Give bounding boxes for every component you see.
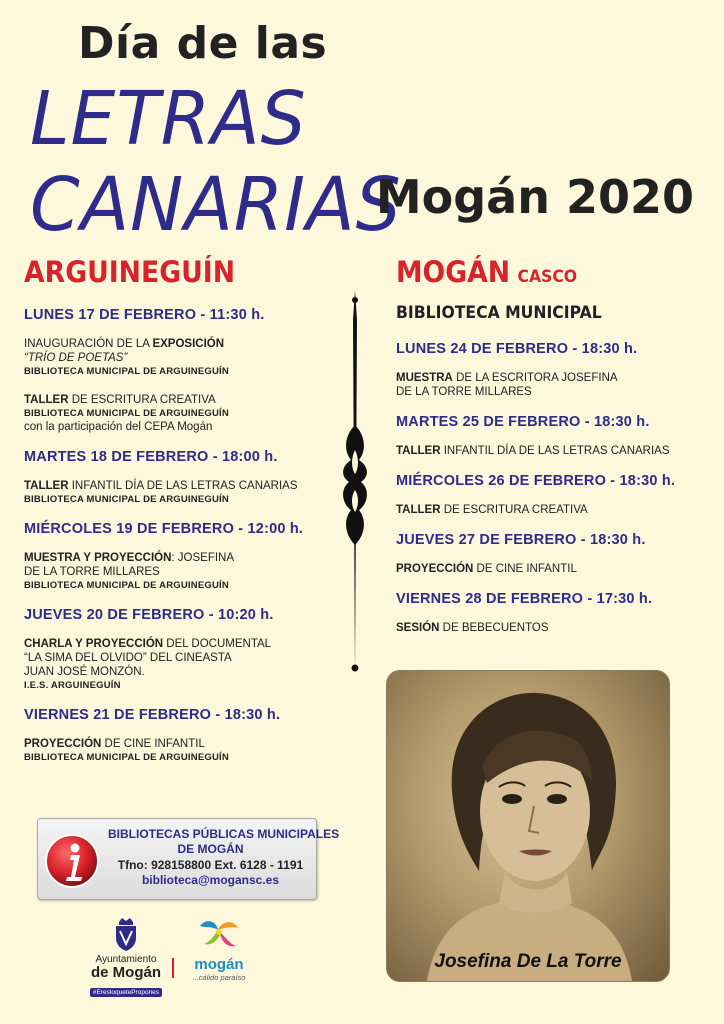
event-item (24, 551, 329, 592)
event-keyword: TALLER (396, 445, 441, 457)
event-location: BIBLIOTECA MUNICIPAL DE ARGUINEGUÍN (24, 366, 229, 377)
event-text: INAUGURACIÓN DE LA (24, 338, 153, 350)
event-date: JUEVES 27 DE FEBRERO - 18:30 h. (396, 532, 646, 548)
event-item (396, 444, 706, 458)
info-email: biblioteca@mogansc.es (141, 873, 280, 887)
event-keyword: MUESTRA Y PROYECCIÓN (24, 552, 172, 564)
place-heading-right (396, 255, 681, 289)
event-keyword: TALLER (396, 504, 441, 516)
event-text: DEL DOCUMENTAL (163, 638, 272, 650)
event-item (396, 621, 706, 635)
event-date: MIÉRCOLES 19 DE FEBRERO - 12:00 h. (24, 521, 304, 537)
event-location: BIBLIOTECA MUNICIPAL DE ARGUINEGUÍN (24, 580, 229, 591)
event-text: DE ESCRITURA CREATIVA (440, 504, 588, 516)
event-text: DE CINE INFANTIL (101, 738, 205, 750)
column-arguineguin (24, 255, 329, 779)
sponsor-logos (88, 918, 258, 1003)
event-subtitle: “TRÍO DE POETAS” (24, 352, 128, 364)
event-item (24, 393, 329, 434)
ayuntamiento-logo (88, 918, 164, 999)
event-date: LUNES 24 DE FEBRERO - 18:30 h. (396, 341, 638, 357)
info-text (108, 827, 340, 888)
event-keyword: TALLER (24, 394, 69, 406)
event-location: I.E.S. ARGUINEGUÍN (24, 680, 121, 691)
event-text: : JOSEFINA (171, 552, 235, 564)
event-location: BIBLIOTECA MUNICIPAL DE ARGUINEGUÍN (24, 408, 229, 419)
mogan-brand-logo (184, 918, 254, 982)
ornament-divider (337, 290, 373, 675)
event-text: DE ESCRITURA CREATIVA (68, 394, 216, 406)
title-line-1: Día de las (78, 18, 328, 69)
event-date: JUEVES 20 DE FEBRERO - 10:20 h. (24, 607, 274, 623)
event-location: BIBLIOTECA MUNICIPAL DE ARGUINEGUÍN (24, 494, 229, 505)
logo-separator (172, 958, 174, 978)
event-date: VIERNES 28 DE FEBRERO - 17:30 h. (396, 591, 653, 607)
portrait-photo (386, 670, 670, 982)
event-keyword: CHARLA Y PROYECCIÓN (24, 638, 164, 650)
info-line-2: DE MOGÁN (177, 842, 244, 856)
library-info-box (37, 818, 340, 900)
event-text: INFANTIL DÍA DE LAS LETRAS CANARIAS (440, 445, 670, 457)
event-item (396, 562, 706, 576)
place-heading-left: ARGUINEGUÍN (24, 255, 236, 289)
info-line-1: BIBLIOTECAS PÚBLICAS MUNICIPALES (108, 827, 340, 841)
event-location: BIBLIOTECA MUNICIPAL DE ARGUINEGUÍN (24, 752, 229, 763)
event-date: VIERNES 21 DE FEBRERO - 18:30 h. (24, 707, 281, 723)
event-item (24, 637, 329, 692)
event-keyword: MUESTRA (396, 372, 453, 384)
event-item (24, 737, 329, 764)
event-item (396, 371, 706, 399)
photo-caption: Josefina De La Torre (434, 951, 622, 972)
event-date: MARTES 18 DE FEBRERO - 18:00 h. (24, 449, 278, 465)
title-line-2: LETRAS CANARIAS (30, 76, 402, 248)
brand-name: mogán (194, 956, 244, 973)
place-qualifier: CASCO (517, 267, 578, 287)
event-text: DE CINE INFANTIL (473, 563, 577, 575)
ayto-hashtag: #EresloquetePropones (90, 988, 162, 997)
event-date: MIÉRCOLES 26 DE FEBRERO - 18:30 h. (396, 473, 676, 489)
crest-icon (113, 918, 139, 952)
event-text: DE BEBECUENTOS (439, 622, 549, 634)
event-keyword: PROYECCIÓN (24, 738, 102, 750)
event-keyword: TALLER (24, 480, 69, 492)
event-text: DE LA ESCRITORA JOSEFINA (452, 372, 618, 384)
event-text-line: DE LA TORRE MILLARES (396, 386, 532, 398)
column-mogan-casco (396, 255, 706, 650)
portrait-illustration (387, 671, 669, 981)
ayto-line-1: Ayuntamiento (95, 954, 157, 965)
event-note: con la participación del CEPA Mogán (24, 421, 213, 433)
event-keyword: SESIÓN (396, 622, 440, 634)
event-text-line: JUAN JOSÉ MONZÓN. (24, 666, 145, 678)
event-text-line: “LA SIMA DEL OLVIDO” DEL CINEASTA (24, 652, 232, 664)
ayto-line-2: de Mogán (91, 964, 161, 981)
event-text: INFANTIL DÍA DE LAS LETRAS CANARIAS (68, 480, 298, 492)
title-line-3: Mogán 2020 (375, 170, 694, 224)
event-date: MARTES 25 DE FEBRERO - 18:30 h. (396, 414, 650, 430)
event-date: LUNES 17 DE FEBRERO - 11:30 h. (24, 307, 265, 323)
event-item (396, 503, 706, 517)
event-text-line: DE LA TORRE MILLARES (24, 566, 160, 578)
event-item (24, 337, 329, 378)
place-name: MOGÁN (396, 255, 511, 289)
event-item (24, 479, 329, 506)
event-keyword: PROYECCIÓN (396, 563, 474, 575)
brand-symbol-icon (196, 918, 242, 952)
info-phone: Tfno: 928158800 Ext. 6128 - 1191 (117, 858, 304, 872)
info-icon (44, 833, 100, 889)
brand-tagline: ...cálido paraíso (192, 973, 246, 982)
venue-heading: BIBLIOTECA MUNICIPAL (396, 303, 602, 323)
event-keyword: EXPOSICIÓN (152, 338, 225, 350)
